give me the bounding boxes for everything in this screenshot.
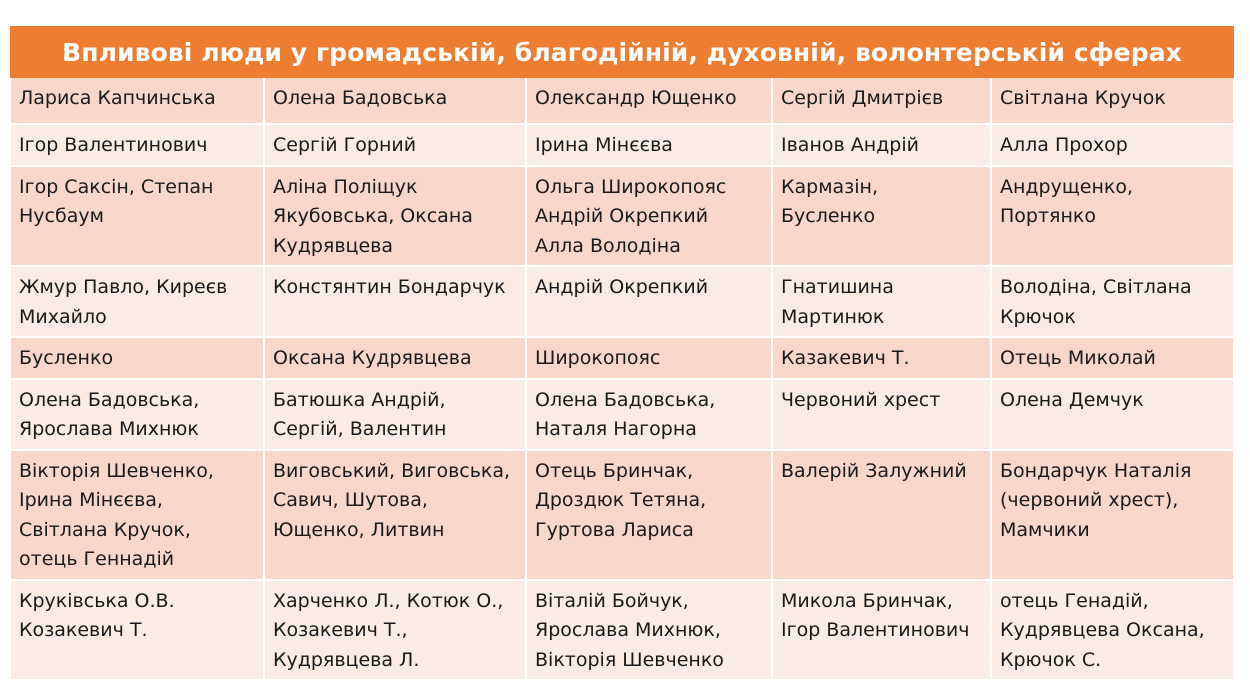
table-cell: Валерій Залужний xyxy=(772,450,991,580)
table-header-row xyxy=(10,26,1234,78)
table-cell: Лариса Капчинська xyxy=(10,78,264,124)
table-row xyxy=(10,580,1234,681)
table-cell: Сергій Горний xyxy=(264,124,526,166)
table-cell: Світлана Кручок xyxy=(991,78,1234,124)
table-cell: Отець Бринчак, Дроздюк Тетяна, Гуртова Лариса xyxy=(526,450,772,580)
table-cell: Гнатишина Мартинюк xyxy=(772,266,991,337)
table-cell: Бусленко xyxy=(10,337,264,379)
table-cell: Констянтин Бондарчук xyxy=(264,266,526,337)
table-cell: Червоний хрест xyxy=(772,379,991,450)
table-cell: Микола Бринчак, Ігор Валентинович xyxy=(772,580,991,681)
table-cell: Виговський, Виговська, Савич, Шутова, Ющенко, Литвин xyxy=(264,450,526,580)
influential-people-table xyxy=(9,26,1235,681)
table-cell: Харченко Л., Котюк О., Козакевич Т., Кудрявцева Л. xyxy=(264,580,526,681)
table-cell: Андрущенко, Портянко xyxy=(991,166,1234,267)
table-cell: Олена Бадовська, Ярослава Михнюк xyxy=(10,379,264,450)
table-cell: Ігор Саксін, Степан Нусбаум xyxy=(10,166,264,267)
table-cell: Володіна, Світлана Крючок xyxy=(991,266,1234,337)
table-cell: Жмур Павло, Киреєв Михайло xyxy=(10,266,264,337)
table-cell: Кармазін, Бусленко xyxy=(772,166,991,267)
table-cell: Широкопояс xyxy=(526,337,772,379)
table-cell: Андрій Окрепкий xyxy=(526,266,772,337)
table-cell: Отець Миколай xyxy=(991,337,1234,379)
table-cell: Круківська О.В. Козакевич Т. xyxy=(10,580,264,681)
table-cell: отець Генадій, Кудрявцева Оксана, Крючок С. xyxy=(991,580,1234,681)
table-cell: Олена Бадовська, Наталя Нагорна xyxy=(526,379,772,450)
table-cell: Ірина Мінєєва xyxy=(526,124,772,166)
table-row xyxy=(10,124,1234,166)
table-cell: Оксана Кудрявцева xyxy=(264,337,526,379)
table-cell: Казакевич Т. xyxy=(772,337,991,379)
table-cell: Бондарчук Наталія (червоний хрест), Мамчики xyxy=(991,450,1234,580)
table-cell: Олена Бадовська xyxy=(264,78,526,124)
table-cell: Ольга Широкопояс Андрій Окрепкий Алла Володіна xyxy=(526,166,772,267)
table-cell: Ігор Валентинович xyxy=(10,124,264,166)
table-row xyxy=(10,450,1234,580)
table-cell: Вікторія Шевченко, Ірина Мінєєва, Світлана Кручок, отець Геннадій xyxy=(10,450,264,580)
table-cell: Сергій Дмитрієв xyxy=(772,78,991,124)
table-cell: Алла Прохор xyxy=(991,124,1234,166)
table-row xyxy=(10,78,1234,124)
table-cell: Іванов Андрій xyxy=(772,124,991,166)
table-cell: Олена Демчук xyxy=(991,379,1234,450)
table-row xyxy=(10,337,1234,379)
table-title: Впливові люди у громадській, благодійній, духовній, волонтерській сферах xyxy=(10,26,1234,78)
table-row xyxy=(10,266,1234,337)
table-cell: Віталій Бойчук, Ярослава Михнюк, Вікторія Шевченко xyxy=(526,580,772,681)
table-row xyxy=(10,166,1234,267)
table-cell: Батюшка Андрій, Сергій, Валентин xyxy=(264,379,526,450)
table-cell: Аліна Поліщук Якубовська, Оксана Кудрявцева xyxy=(264,166,526,267)
table-body xyxy=(10,78,1234,680)
table-row xyxy=(10,379,1234,450)
table-cell: Олександр Ющенко xyxy=(526,78,772,124)
